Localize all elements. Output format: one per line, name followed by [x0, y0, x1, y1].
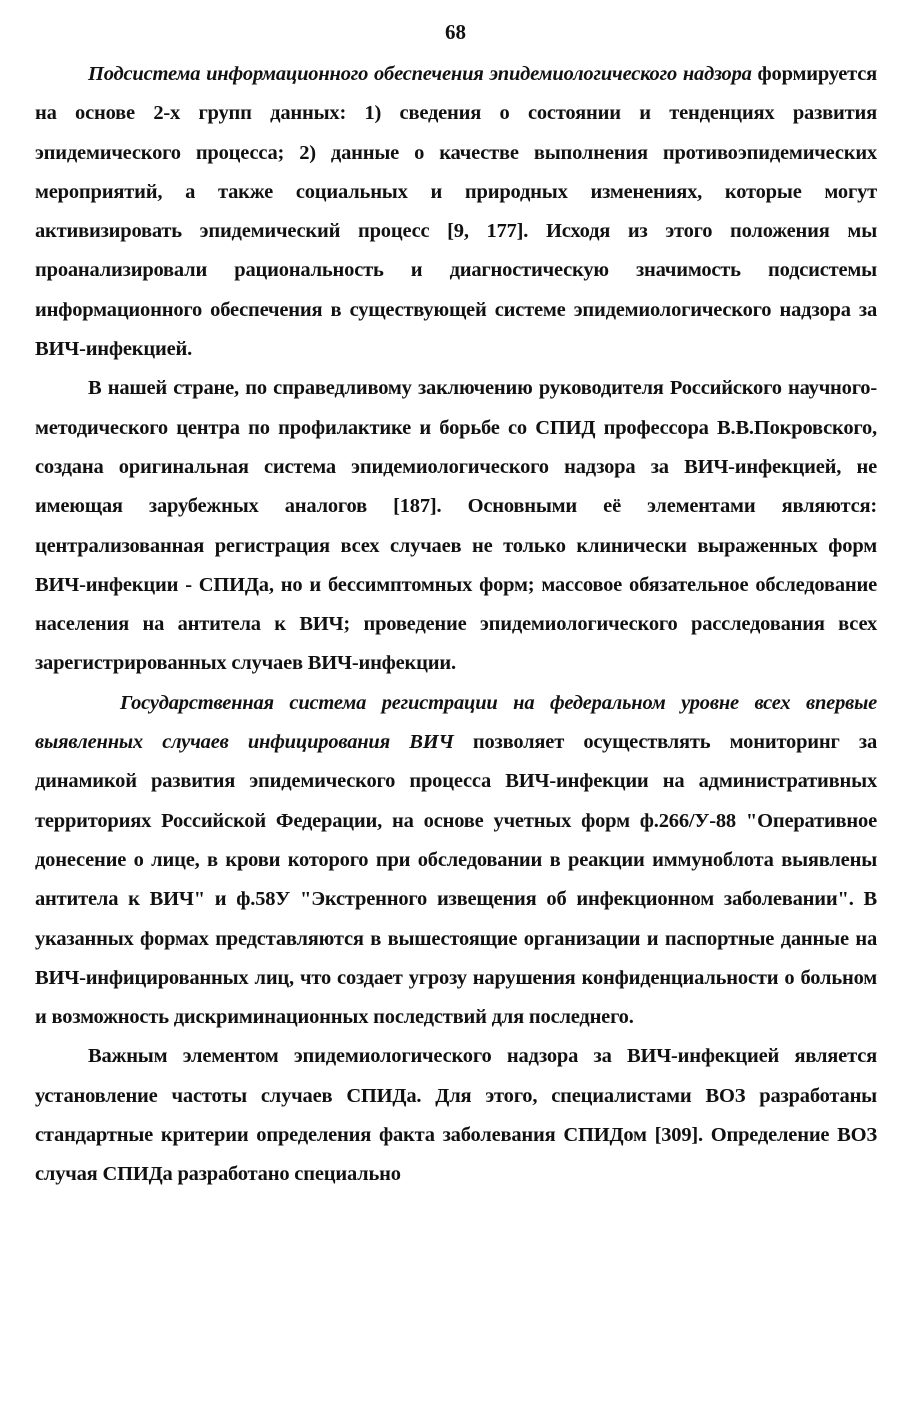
paragraph-text: позволяет осуществлять мониторинг за динамикой развития эпидемического процесса ВИЧ-инфекции на административных территориях Российской Федерации, на основе учетных форм ф.266/У-88 "Оперативное донесение о лице, в крови которого при обследовании в реакции иммуноблота выявлены антитела к ВИЧ" и ф.58У "Экстренного извещения об инфекционном заболевании". В указанных формах представляются в вышестоящие организации и паспортные данные на ВИЧ-инфицированных лиц, что создает угрозу нарушения конфиденциальности о больном и возможность дискриминационных последствий для последнего.	[35, 731, 877, 1029]
paragraph-aids-frequency	[35, 1037, 877, 1194]
page-number: 68	[445, 20, 466, 44]
paragraph-state-registration	[35, 684, 877, 1038]
paragraph-national-system	[35, 369, 877, 683]
paragraph-lead-italic: Государственная система регистрации на федеральном уровне всех впервые выявленных случаев инфицирования ВИЧ	[35, 691, 877, 754]
paragraph-text: В нашей стране, по справедливому заключению руководителя Российского научного-методического центра по профилактике и борьбе со СПИД профессора В.В.Покровского, создана оригинальная система эпидемиологического надзора за ВИЧ-инфекцией, не имеющая зарубежных аналогов [187]. Основными её элементами являются: централизованная регистрация всех случаев не только клинически выраженных форм ВИЧ-инфекции - СПИДа, но и бессимптомных форм; массовое обязательное обследование населения на антитела к ВИЧ; проведение эпидемиологического расследования всех зарегистрированных случаев ВИЧ-инфекции.	[35, 377, 877, 675]
paragraph-information-subsystem	[35, 55, 877, 369]
body-text	[35, 55, 877, 1195]
paragraph-text: формируется на основе 2-х групп данных: 1) сведения о состоянии и тенденциях развития эпидемического процесса; 2) данные о качестве выполнения противоэпидемических мероприятий, а также социальных и природных изменениях, которые могут активизировать эпидемический процесс [9, 177]. Исходя из этого положения мы проанализировали рациональность и диагностическую значимость подсистемы информационного обеспечения в существующей системе эпидемиологического надзора за ВИЧ-инфекцией.	[35, 63, 877, 361]
paragraph-lead-italic: Подсистема информационного обеспечения эпидемиологического надзора	[88, 63, 752, 85]
paragraph-text: Важным элементом эпидемиологического надзора за ВИЧ-инфекцией является установление частоты случаев СПИДа. Для этого, специалистами ВОЗ разработаны стандартные критерии определения факта заболевания СПИДом [309]. Определение ВОЗ случая СПИДа разработано специально	[35, 1045, 877, 1186]
